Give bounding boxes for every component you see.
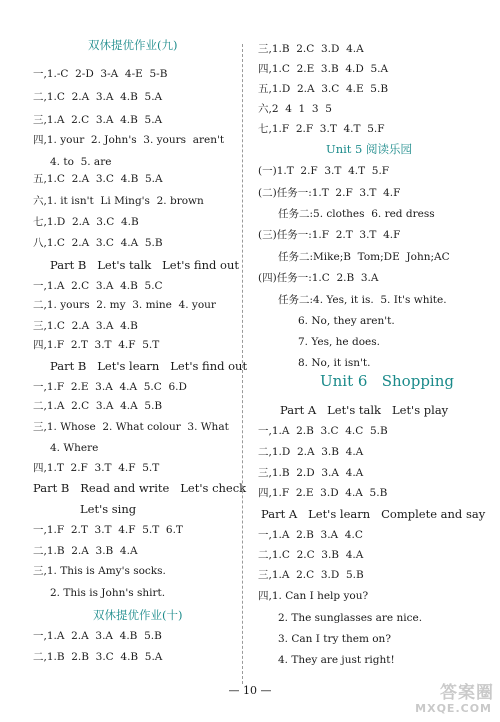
answer-line: 一,1.-C 2-D 3-A 4-E 5-B <box>33 68 168 80</box>
answer-line: 三,1.B 2.D 3.A 4.A <box>258 467 364 479</box>
answer-line: 4. They are just right! <box>278 654 395 666</box>
section-heading: Unit 6 Shopping <box>320 372 454 390</box>
section-heading: Part B Let's talk Let's find out <box>50 258 239 272</box>
answer-line: (一)1.T 2.F 3.T 4.T 5.F <box>258 165 390 177</box>
answer-line: (二)任务一:1.T 2.F 3.T 4.F <box>258 187 401 199</box>
watermark-logo <box>404 676 494 720</box>
answer-line: 五,1.D 2.A 3.C 4.E 5.B <box>258 83 389 95</box>
answer-line: 一,1.F 2.T 3.T 4.F 5.T 6.T <box>33 524 183 536</box>
answer-line: 二,1.D 2.A 3.B 4.A <box>258 446 364 458</box>
answer-line: 三,1. This is Amy's socks. <box>33 565 166 577</box>
answer-line: 二,1.A 2.C 3.A 4.A 5.B <box>33 400 163 412</box>
answer-line: 二,1.C 2.C 3.B 4.A <box>258 549 364 561</box>
answer-line: 四,1.F 2.T 3.T 4.F 5.T <box>33 339 160 351</box>
answer-line: 六,1. it isn't Li Ming's 2. brown <box>33 195 204 207</box>
answer-line: (四)任务一:1.C 2.B 3.A <box>258 272 379 284</box>
answer-line: 三,1.B 2.C 3.D 4.A <box>258 43 364 55</box>
section-heading: Part B Let's learn Let's find out <box>50 359 248 373</box>
answer-line: 4. Where <box>50 442 99 454</box>
answer-line: 四,1.T 2.F 3.T 4.F 5.T <box>33 462 160 474</box>
answer-line: 二,1.B 2.B 3.C 4.B 5.A <box>33 651 163 663</box>
answer-line: 一,1.F 2.E 3.A 4.A 5.C 6.D <box>33 381 187 393</box>
watermark-url: MXQE.COM <box>415 702 492 715</box>
section-heading: Part B Read and write Let's check <box>33 481 247 495</box>
answer-line: 八,1.C 2.A 3.C 4.A 5.B <box>33 237 163 249</box>
answer-line: 四,1.C 2.E 3.B 4.D 5.A <box>258 63 389 75</box>
answer-line: 三,1.C 2.A 3.A 4.B <box>33 320 138 332</box>
answer-line: 7. Yes, he does. <box>298 336 380 348</box>
section-heading: 双休提优作业(十) <box>93 608 183 622</box>
column-divider <box>242 44 243 684</box>
answer-line: 四,1.F 2.E 3.D 4.A 5.B <box>258 487 388 499</box>
section-heading: 双休提优作业(九) <box>88 38 178 52</box>
answer-line: 五,1.C 2.A 3.C 4.B 5.A <box>33 173 163 185</box>
answer-line: 一,1.A 2.B 3.A 4.C <box>258 529 363 541</box>
answer-line: 4. to 5. are <box>50 156 112 168</box>
answer-line: 三,1.A 2.C 3.D 5.B <box>258 569 364 581</box>
answer-line: 任务二:5. clothes 6. red dress <box>278 208 435 220</box>
page-number: — 10 — <box>228 684 272 697</box>
answer-line: 6. No, they aren't. <box>298 315 395 327</box>
section-heading: Let's sing <box>80 502 137 516</box>
answer-line: 一,1.A 2.C 3.A 4.B 5.C <box>33 280 163 292</box>
watermark-text: 答案圈 <box>440 683 494 703</box>
left-answer-column <box>0 0 248 700</box>
answer-line: 三,1.A 2.C 3.A 4.B 5.A <box>33 114 163 126</box>
answer-line: 任务二:4. Yes, it is. 5. It's white. <box>278 294 447 306</box>
right-answer-column <box>248 0 500 700</box>
answer-line: 四,1. your 2. John's 3. yours aren't <box>33 134 225 146</box>
answer-line: 二,1.C 2.A 3.A 4.B 5.A <box>33 91 163 103</box>
answer-line: 七,1.F 2.F 3.T 4.T 5.F <box>258 123 385 135</box>
answer-line: 2. The sunglasses are nice. <box>278 612 423 624</box>
answer-line: 三,1. Whose 2. What colour 3. What <box>33 421 229 433</box>
section-heading: Part A Let's learn Complete and say <box>261 507 486 521</box>
section-heading: Unit 5 阅读乐园 <box>326 142 413 156</box>
answer-line: 六,2 4 1 3 5 <box>258 103 332 115</box>
answer-line: 一,1.A 2.A 3.A 4.B 5.B <box>33 630 162 642</box>
answer-line: 一,1.A 2.B 3.C 4.C 5.B <box>258 425 388 437</box>
answer-line: 2. This is John's shirt. <box>50 587 166 599</box>
answer-line: 任务二:Mike;B Tom;DE John;AC <box>278 251 450 263</box>
answer-line: (三)任务一:1.F 2.T 3.T 4.F <box>258 229 401 241</box>
answer-line: 二,1. yours 2. my 3. mine 4. your <box>33 299 216 311</box>
answer-line: 四,1. Can I help you? <box>258 590 369 602</box>
answer-line: 8. No, it isn't. <box>298 357 371 369</box>
section-heading: Part A Let's talk Let's play <box>280 403 449 417</box>
answer-line: 二,1.B 2.A 3.B 4.A <box>33 545 138 557</box>
answer-line: 七,1.D 2.A 3.C 4.B <box>33 216 139 228</box>
answer-line: 3. Can I try them on? <box>278 633 391 645</box>
